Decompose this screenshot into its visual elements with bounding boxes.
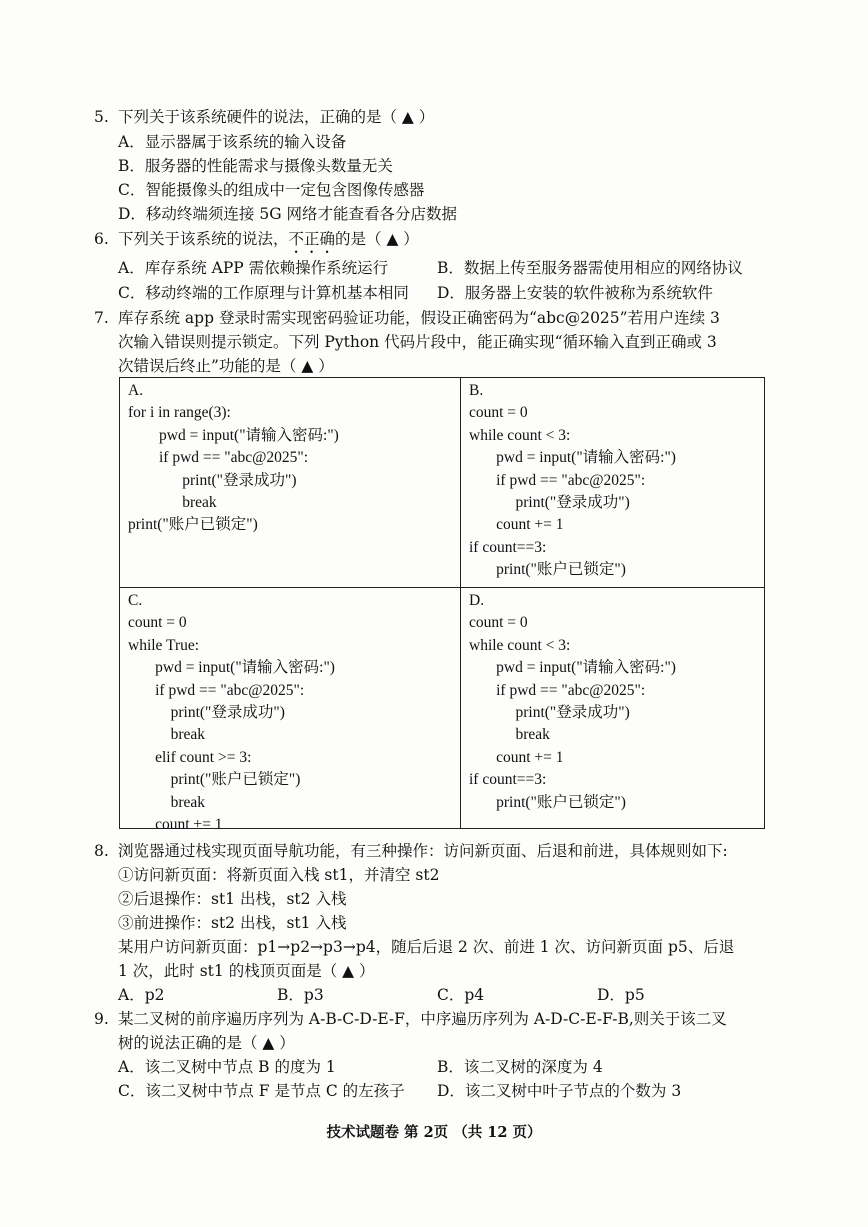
q9-option-b: B．该二叉树的深度为 4 [437, 1058, 603, 1076]
q9-stem-text-1: 某二叉树的前序遍历序列为 A-B-C-D-E-F，中序遍历序列为 A-D-C-E-F-B,则关于该二叉 [118, 1010, 727, 1028]
q8-rule-3: ③前进操作：st2 出栈，st1 入栈 [118, 914, 347, 932]
code-b: B. count = 0 while count < 3: pwd = input("请输入密码:") if pwd == "abc@2025": print("登录成功") count += 1 if count==3: print("账户已锁定") [469, 382, 676, 579]
code-cell-d [461, 588, 766, 830]
code-a: A. for i in range(3): pwd = input("请输入密码:") if pwd == "abc@2025": print("登录成功") break print("账户已锁定") [128, 382, 339, 534]
code-cell-b [461, 378, 766, 587]
q8-option-a: A．p2 [118, 986, 165, 1004]
q7-number: 7. [94, 309, 109, 327]
q6-stem-post: 的是（ ▲ ） [335, 230, 419, 248]
q5-option-d: D．移动终端须连接 5G 网络才能查看各分店数据 [118, 205, 458, 223]
q6-stem [94, 228, 419, 257]
q5-option-b: B．服务器的性能需求与摄像头数量无关 [118, 157, 393, 175]
code-cell-c [120, 588, 460, 834]
q7-stem-text-1: 库存系统 app 登录时需实现密码验证功能，假设正确密码为“abc@2025”若用户连续 3 [118, 309, 720, 327]
q8-number: 8. [94, 842, 109, 860]
q6-option-d: D．服务器上安装的软件被称为系统软件 [437, 284, 713, 302]
q8-option-b: B．p3 [277, 986, 324, 1004]
q8-stem [94, 840, 728, 862]
q6-option-b: B．数据上传至服务器需使用相应的网络协议 [437, 259, 743, 277]
q6-stem-pre: 下列关于该系统的说法， [118, 230, 289, 248]
q8-rule-1: ①访问新页面：将新页面入栈 st1，并清空 st2 [118, 866, 440, 884]
q5-option-a: A．显示器属于该系统的输入设备 [118, 133, 347, 151]
q8-scenario-2: 1 次，此时 st1 的栈顶页面是（ ▲ ） [118, 962, 375, 980]
code-cell-a [120, 378, 460, 587]
q6-stem-emphasis: 不正确 [288, 230, 336, 248]
q9-option-d: D．该二叉树中叶子节点的个数为 3 [437, 1082, 682, 1100]
q9-stem-line-2: 树的说法正确的是（ ▲ ） [118, 1034, 295, 1052]
q9-option-a: A．该二叉树中节点 B 的度为 1 [118, 1058, 336, 1076]
q5-stem-text: 下列关于该系统硬件的说法，正确的是（ ▲ ） [118, 108, 435, 126]
q8-option-d: D．p5 [597, 986, 645, 1004]
q7-code-table [119, 377, 765, 834]
q8-rule-2: ②后退操作：st1 出栈，st2 入栈 [118, 890, 347, 908]
q7-stem-line-1 [94, 307, 720, 329]
q8-scenario-1: 某用户访问新页面：p1→p2→p3→p4，随后后退 2 次、前进 1 次、访问新页面 p5、后退 [118, 938, 735, 956]
q5-number: 5. [94, 108, 109, 126]
q6-option-a: A．库存系统 APP 需依赖操作系统运行 [118, 259, 389, 277]
q9-number: 9. [94, 1010, 109, 1028]
q9-option-c: C．该二叉树中节点 F 是节点 C 的左孩子 [118, 1082, 405, 1100]
q5-option-c: C．智能摄像头的组成中一定包含图像传感器 [118, 181, 425, 199]
code-d: D. count = 0 while count < 3: pwd = input("请输入密码:") if pwd == "abc@2025": print("登录成功") break count += 1 if count==3: print("账户已锁定") [469, 592, 676, 811]
q8-option-c: C．p4 [437, 986, 485, 1004]
page-footer: 技术试题卷 第 2页 （共 12 页） [326, 1124, 542, 1141]
q5-stem [94, 106, 434, 128]
q7-stem-line-2: 次输入错误则提示锁定。下列 Python 代码片段中，能正确实现“循环输入直到正确或 3 [118, 333, 717, 351]
q7-stem-line-3: 次错误后终止”功能的是（ ▲ ） [118, 357, 334, 375]
q6-option-c: C．移动终端的工作原理与计算机基本相同 [118, 284, 409, 302]
code-c: C. count = 0 while True: pwd = input("请输入密码:") if pwd == "abc@2025": print("登录成功") break elif count >= 3: print("账户已锁定") break count += 1 [128, 592, 335, 834]
q6-number: 6. [94, 230, 109, 248]
q9-stem-line-1 [94, 1008, 727, 1030]
q8-stem-text: 浏览器通过栈实现页面导航功能，有三种操作：访问新页面、后退和前进，具体规则如下: [118, 842, 728, 860]
